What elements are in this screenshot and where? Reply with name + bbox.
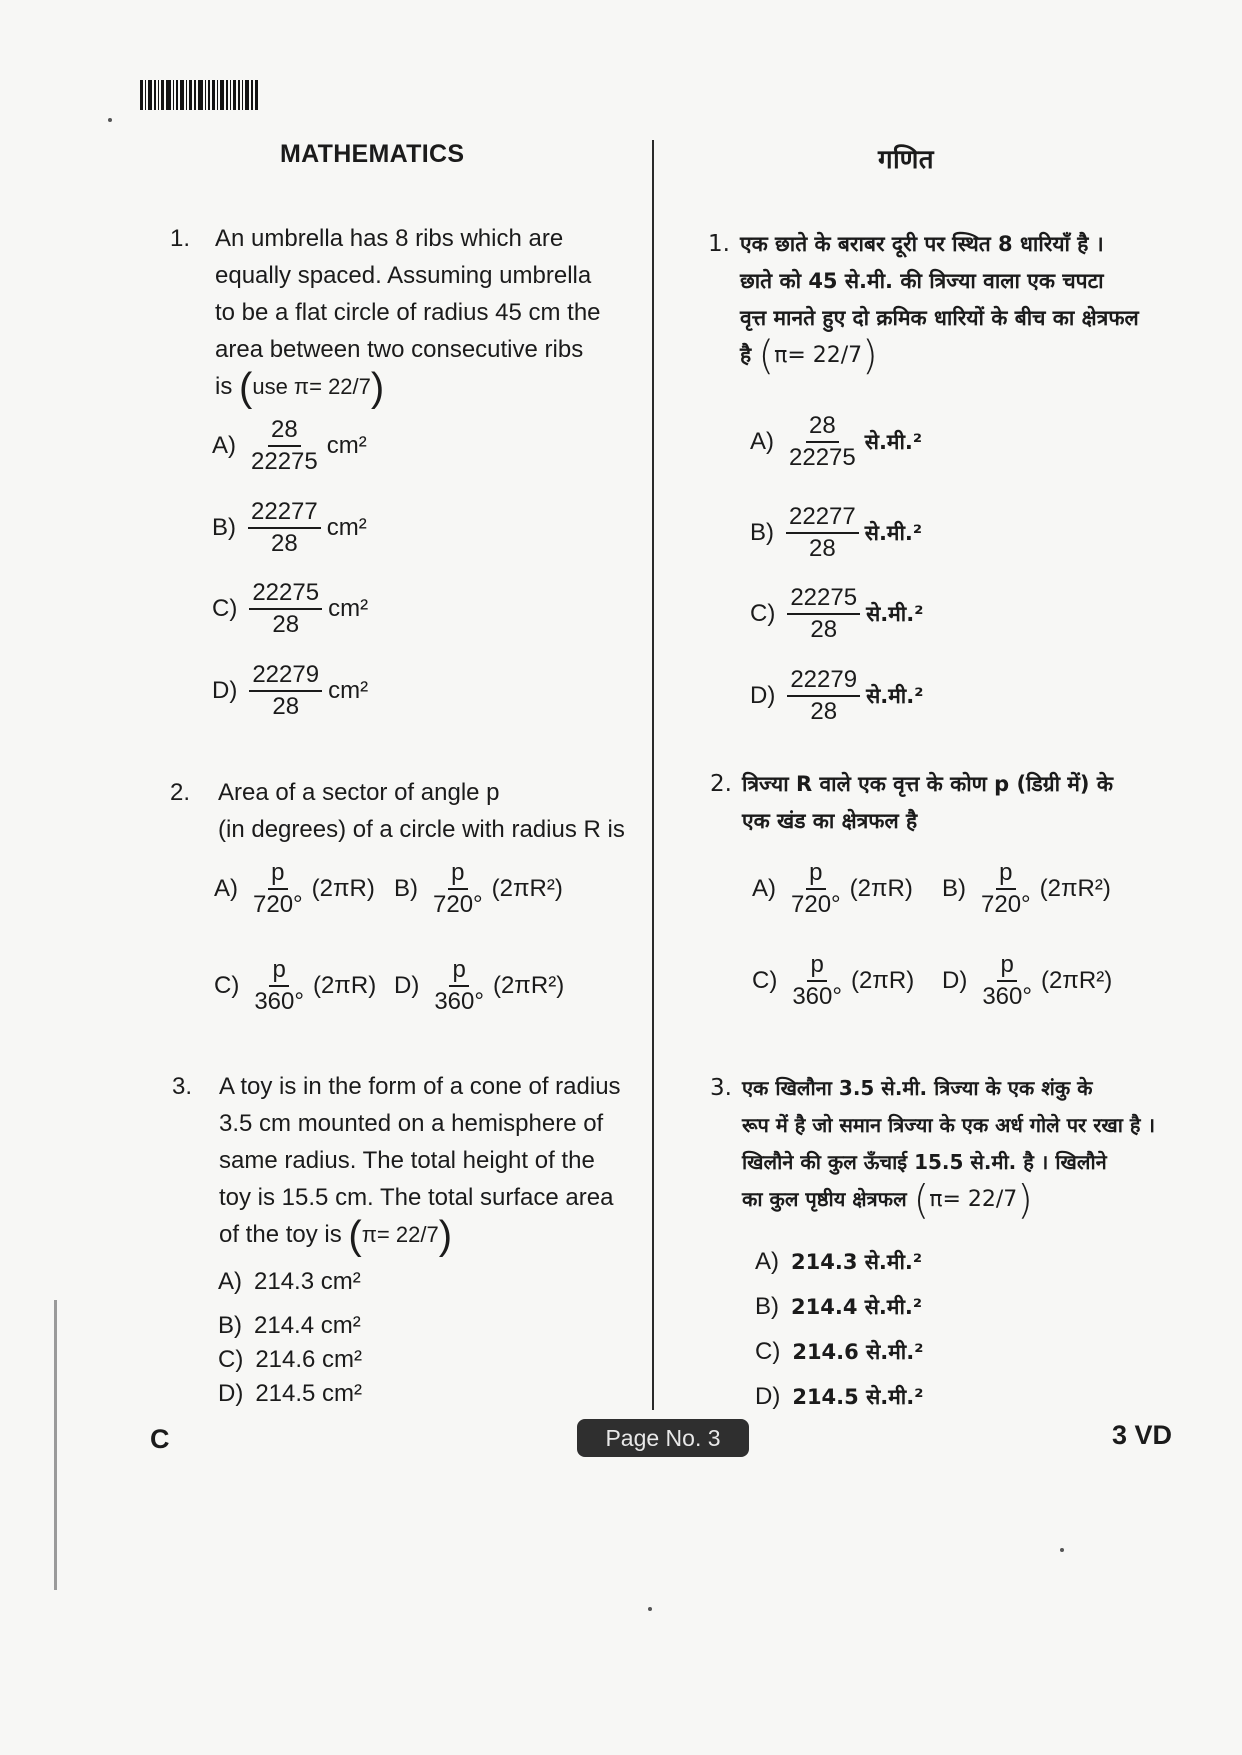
expression: (2πR²) <box>492 972 565 999</box>
option-label: C) <box>218 1346 244 1373</box>
option-a[interactable] <box>218 1268 361 1296</box>
pi-note: π= 22/7 <box>361 1222 439 1247</box>
option-c[interactable] <box>212 578 368 640</box>
question-line: of the toy is <box>219 1221 342 1248</box>
pi-note: π= 22/7 <box>774 343 863 368</box>
denominator: 22275 <box>251 448 318 475</box>
paren-open: ( <box>239 365 253 410</box>
fraction <box>431 955 487 1017</box>
option-label: D) <box>212 677 238 704</box>
denominator: 28 <box>272 693 300 720</box>
option-label: C) <box>750 600 776 627</box>
fraction <box>251 955 307 1017</box>
question-line: त्रिज्या R वाले एक वृत्त के कोण p (डिग्री में) के <box>742 772 1113 796</box>
paren-close: ) <box>862 333 878 379</box>
booklet-series-code: C <box>150 1424 170 1454</box>
option-c[interactable] <box>214 955 376 1017</box>
option-label: A) <box>214 875 238 902</box>
question-2-hi <box>710 766 1180 846</box>
paren-close: ) <box>1017 1177 1033 1224</box>
denominator: 360° <box>434 988 484 1015</box>
question-line: एक खंड का क्षेत्रफल है <box>742 809 918 833</box>
option-value: 214.6 cm² <box>255 1346 363 1373</box>
fraction <box>248 497 321 559</box>
fraction <box>979 950 1035 1012</box>
unit: cm² <box>328 677 369 704</box>
fraction <box>787 583 860 645</box>
option-value: 214.5 से.मी.² <box>792 1385 924 1409</box>
denominator: 28 <box>810 616 838 643</box>
option-c[interactable] <box>752 950 914 1012</box>
denominator: 360° <box>982 983 1032 1010</box>
option-label: A) <box>750 428 774 455</box>
option-label: B) <box>942 875 966 902</box>
question-3-en <box>172 1068 632 1258</box>
paren-close: ) <box>370 365 385 410</box>
option-a[interactable] <box>752 858 913 920</box>
numerator: 22275 <box>787 583 860 615</box>
numerator: 22279 <box>249 660 322 692</box>
numerator: 22277 <box>786 502 859 534</box>
page-number-badge: Page No. 3 <box>577 1419 749 1457</box>
expression: (2πR) <box>850 967 915 994</box>
numerator: p <box>449 955 468 987</box>
denominator: 360° <box>254 988 304 1015</box>
option-label: B) <box>755 1293 779 1320</box>
denominator: 720° <box>433 891 483 918</box>
unit: cm² <box>326 432 367 459</box>
question-1-hi <box>708 226 1178 386</box>
denominator: 720° <box>981 891 1031 918</box>
question-line: का कुल पृष्ठीय क्षेत्रफल <box>742 1187 907 1211</box>
fraction <box>787 665 860 727</box>
denominator: 360° <box>792 983 842 1010</box>
numerator: p <box>807 950 826 982</box>
question-number: 2. <box>170 779 191 806</box>
option-label: A) <box>212 432 236 459</box>
fraction <box>788 858 844 920</box>
question-2-en <box>170 774 630 854</box>
option-label: D) <box>942 967 968 994</box>
question-line: वृत्त मानते हुए दो क्रमिक धारियों के बीच का क्षेत्रफल <box>740 306 1139 330</box>
fraction <box>250 858 306 920</box>
option-d[interactable] <box>394 955 564 1017</box>
numerator: p <box>996 858 1015 890</box>
expression: (2πR²) <box>1040 967 1113 994</box>
numerator: 28 <box>268 415 301 447</box>
unit: से.मी.² <box>864 430 923 454</box>
denominator: 28 <box>272 611 300 638</box>
scan-speck <box>648 1607 652 1611</box>
fraction <box>978 858 1034 920</box>
barcode <box>140 80 260 110</box>
denominator: 22275 <box>789 444 856 471</box>
option-label: A) <box>218 1268 242 1295</box>
scan-margin-line <box>54 1300 57 1590</box>
option-label: D) <box>750 682 776 709</box>
option-label: D) <box>218 1380 244 1407</box>
numerator: p <box>806 858 825 890</box>
option-label: C) <box>214 972 240 999</box>
option-d[interactable] <box>212 660 368 722</box>
question-line: छाते को 45 से.मी. की त्रिज्या वाला एक चपटा <box>740 269 1104 293</box>
numerator: p <box>997 950 1016 982</box>
question-line: area between two consecutive ribs <box>215 336 584 363</box>
fraction <box>789 950 845 1012</box>
expression: (2πR²) <box>491 875 563 902</box>
denominator: 28 <box>810 698 838 725</box>
option-a[interactable] <box>750 411 922 473</box>
denominator: 720° <box>791 891 841 918</box>
option-b[interactable] <box>218 1312 361 1340</box>
unit: cm² <box>328 595 369 622</box>
question-number: 2. <box>710 771 732 797</box>
denominator: 28 <box>809 535 836 562</box>
question-line: Area of a sector of angle p <box>218 779 500 806</box>
option-label: B) <box>212 514 236 541</box>
question-number: 3. <box>172 1073 193 1100</box>
question-line: toy is 15.5 cm. The total surface area <box>219 1184 614 1211</box>
question-line: is <box>215 373 233 400</box>
question-line: A toy is in the form of a cone of radius <box>219 1073 621 1100</box>
page-title-english: MATHEMATICS <box>280 140 465 168</box>
paren-open: ( <box>758 333 775 379</box>
option-c[interactable] <box>750 583 923 645</box>
numerator: p <box>268 858 287 890</box>
question-line: है <box>740 343 752 367</box>
option-d[interactable] <box>942 950 1112 1012</box>
question-1-en <box>170 220 630 410</box>
question-line: An umbrella has 8 ribs which are <box>215 225 564 252</box>
expression: (2πR) <box>312 972 377 999</box>
option-d[interactable] <box>218 1380 362 1408</box>
question-number: 1. <box>170 225 191 252</box>
option-d[interactable] <box>750 665 923 727</box>
page-title-hindi: गणित <box>878 145 934 175</box>
option-c[interactable] <box>755 1338 923 1366</box>
expression: (2πR) <box>311 875 375 902</box>
option-a[interactable] <box>214 858 375 920</box>
unit: से.मी.² <box>866 602 924 626</box>
paper-code: 3 VD <box>1112 1420 1173 1450</box>
fraction <box>786 502 859 564</box>
question-number: 3. <box>710 1075 732 1101</box>
paren-close: ) <box>438 1213 453 1258</box>
scan-speck <box>108 118 112 122</box>
numerator: p <box>269 955 288 987</box>
expression: (2πR) <box>849 875 913 902</box>
pi-note: π= 22/7 <box>929 1187 1018 1212</box>
question-line: एक छाते के बराबर दूरी पर स्थित 8 धारियाँ है । <box>740 232 1104 256</box>
question-line: एक खिलौना 3.5 से.मी. त्रिज्या के एक शंकु के <box>742 1076 1093 1100</box>
denominator: 720° <box>253 891 303 918</box>
fraction <box>248 415 321 477</box>
option-a[interactable] <box>212 415 367 477</box>
option-d[interactable] <box>755 1383 923 1411</box>
fraction <box>249 660 322 722</box>
option-b[interactable] <box>750 502 922 564</box>
question-line: रूप में है जो समान त्रिज्या के एक अर्ध गोले पर रखा है । <box>742 1113 1156 1137</box>
option-label: B) <box>394 875 418 902</box>
scan-speck <box>1060 1548 1064 1552</box>
numerator: 22277 <box>248 497 321 529</box>
option-value: 214.4 से.मी.² <box>791 1295 923 1319</box>
unit: से.मी.² <box>866 684 924 708</box>
pi-note: use π= 22/7 <box>252 374 371 399</box>
option-label: B) <box>218 1312 242 1339</box>
question-line: equally spaced. Assuming umbrella <box>215 262 592 289</box>
numerator: 22275 <box>249 578 322 610</box>
option-label: C) <box>752 967 778 994</box>
question-number: 1. <box>708 231 730 257</box>
option-value: 214.4 cm² <box>254 1312 361 1339</box>
option-b[interactable] <box>942 858 1111 920</box>
unit: cm² <box>326 514 367 541</box>
numerator: 28 <box>806 411 839 443</box>
option-a[interactable] <box>755 1248 922 1276</box>
paren-open: ( <box>913 1177 930 1224</box>
numerator: p <box>448 858 467 890</box>
paren-open: ( <box>348 1213 362 1258</box>
option-label: D) <box>755 1383 781 1410</box>
option-value: 214.3 cm² <box>254 1268 361 1295</box>
option-label: B) <box>750 519 774 546</box>
question-line: same radius. The total height of the <box>219 1147 595 1174</box>
option-value: 214.5 cm² <box>255 1380 363 1407</box>
option-label: A) <box>752 875 776 902</box>
question-3-hi <box>710 1070 1190 1230</box>
column-divider <box>652 140 654 1410</box>
option-b[interactable] <box>212 497 367 559</box>
option-label: A) <box>755 1248 779 1275</box>
option-label: D) <box>394 972 420 999</box>
question-line: (in degrees) of a circle with radius R is <box>218 816 625 843</box>
fraction <box>249 578 322 640</box>
unit: से.मी.² <box>864 521 923 545</box>
question-line: to be a flat circle of radius 45 cm the <box>215 299 601 326</box>
option-value: 214.3 से.मी.² <box>791 1250 923 1274</box>
option-b[interactable] <box>755 1293 922 1321</box>
expression: (2πR²) <box>1039 875 1111 902</box>
question-line: 3.5 cm mounted on a hemisphere of <box>219 1110 604 1137</box>
fraction <box>430 858 486 920</box>
option-b[interactable] <box>394 858 563 920</box>
option-label: C) <box>755 1338 781 1365</box>
question-line: खिलौने की कुल ऊँचाई 15.5 से.मी. है । खिलौने <box>742 1150 1107 1174</box>
option-value: 214.6 से.मी.² <box>792 1340 924 1364</box>
denominator: 28 <box>271 530 298 557</box>
option-label: C) <box>212 595 238 622</box>
fraction <box>786 411 859 473</box>
numerator: 22279 <box>787 665 860 697</box>
option-c[interactable] <box>218 1346 362 1374</box>
